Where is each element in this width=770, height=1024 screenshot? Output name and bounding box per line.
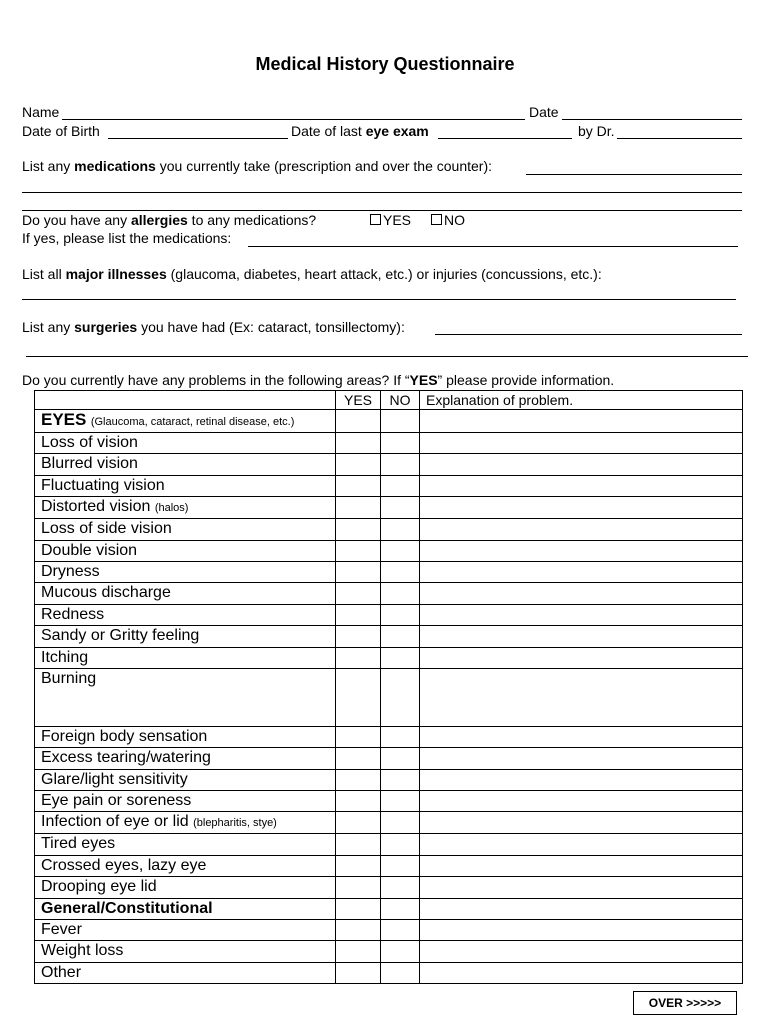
explanation-cell[interactable] (420, 877, 743, 898)
explanation-cell[interactable] (420, 475, 743, 496)
no-cell[interactable] (381, 748, 420, 769)
problem-label: Tired eyes (35, 834, 336, 855)
problem-label: Other (35, 962, 336, 983)
no-cell[interactable] (381, 410, 420, 433)
problem-label: Infection of eye or lid (blepharitis, stye) (35, 812, 336, 834)
no-cell[interactable] (381, 726, 420, 747)
explanation-cell[interactable] (420, 626, 743, 647)
explanation-cell[interactable] (420, 668, 743, 726)
table-row (35, 812, 743, 834)
table-row (35, 962, 743, 983)
explanation-cell[interactable] (420, 454, 743, 475)
last-exam-label: Date of last eye exam (291, 123, 429, 139)
no-cell[interactable] (381, 855, 420, 876)
explanation-cell[interactable] (420, 962, 743, 983)
col-explanation-header: Explanation of problem. (420, 391, 743, 410)
no-cell[interactable] (381, 647, 420, 668)
table-row (35, 604, 743, 625)
yes-cell[interactable] (336, 726, 381, 747)
no-cell[interactable] (381, 475, 420, 496)
table-row (35, 748, 743, 769)
allergies-list-field[interactable] (248, 246, 738, 247)
yes-cell[interactable] (336, 497, 381, 519)
explanation-cell[interactable] (420, 647, 743, 668)
problem-label: Distorted vision (halos) (35, 497, 336, 519)
explanation-cell[interactable] (420, 898, 743, 919)
illnesses-field[interactable] (22, 299, 736, 300)
table-row (35, 626, 743, 647)
problem-label: Excess tearing/watering (35, 748, 336, 769)
problem-label: General/Constitutional (35, 898, 336, 919)
problem-label: Glare/light sensitivity (35, 769, 336, 790)
no-cell[interactable] (381, 769, 420, 790)
explanation-cell[interactable] (420, 920, 743, 941)
explanation-cell[interactable] (420, 540, 743, 561)
allergies-question: Do you have any allergies to any medications? (22, 212, 317, 228)
problem-label: Fluctuating vision (35, 475, 336, 496)
explanation-cell[interactable] (420, 410, 743, 433)
table-row (35, 834, 743, 855)
yes-cell[interactable] (336, 454, 381, 475)
problem-label: Burning (35, 668, 336, 726)
dob-label: Date of Birth (22, 123, 100, 139)
yes-cell[interactable] (336, 877, 381, 898)
explanation-cell[interactable] (420, 433, 743, 454)
explanation-cell[interactable] (420, 561, 743, 582)
no-cell[interactable] (381, 941, 420, 962)
doctor-field[interactable] (617, 138, 742, 139)
yes-cell[interactable] (336, 668, 381, 726)
no-cell[interactable] (381, 540, 420, 561)
yes-cell[interactable] (336, 769, 381, 790)
problem-label: Sandy or Gritty feeling (35, 626, 336, 647)
page-title: Medical History Questionnaire (255, 54, 515, 74)
no-cell[interactable] (381, 668, 420, 726)
col-yes-header: YES (336, 391, 381, 410)
no-cell[interactable] (381, 583, 420, 604)
yes-cell[interactable] (336, 604, 381, 625)
no-cell[interactable] (381, 497, 420, 519)
header-blank (35, 391, 336, 410)
table-row (35, 561, 743, 582)
problems-table (34, 390, 743, 984)
allergies-no-option[interactable]: NO (427, 212, 465, 228)
medications-field-1[interactable] (526, 174, 742, 175)
date-field[interactable] (562, 119, 742, 120)
table-row (35, 454, 743, 475)
surgeries-field-2[interactable] (26, 356, 748, 357)
problem-label: Redness (35, 604, 336, 625)
problem-label: Crossed eyes, lazy eye (35, 855, 336, 876)
problem-label: Blurred vision (35, 454, 336, 475)
yes-cell[interactable] (336, 855, 381, 876)
last-exam-field[interactable] (438, 138, 572, 139)
medications-field-3[interactable] (22, 210, 742, 211)
table-row (35, 540, 743, 561)
surgeries-field-1[interactable] (435, 334, 742, 335)
problem-label: Mucous discharge (35, 583, 336, 604)
problem-label: Loss of side vision (35, 519, 336, 540)
yes-cell[interactable] (336, 812, 381, 834)
explanation-cell[interactable] (420, 519, 743, 540)
explanation-cell[interactable] (420, 604, 743, 625)
medications-field-2[interactable] (22, 192, 742, 193)
no-checkbox[interactable] (431, 214, 442, 225)
date-label: Date (529, 104, 559, 120)
explanation-cell[interactable] (420, 583, 743, 604)
no-cell[interactable] (381, 519, 420, 540)
explanation-cell[interactable] (420, 855, 743, 876)
explanation-cell[interactable] (420, 497, 743, 519)
table-row (35, 519, 743, 540)
yes-cell[interactable] (336, 540, 381, 561)
col-no-header: NO (381, 391, 420, 410)
dob-field[interactable] (108, 138, 288, 139)
table-row (35, 475, 743, 496)
problems-intro: Do you currently have any problems in the following areas? If “YES” please provide information. (22, 372, 615, 388)
yes-cell[interactable] (336, 748, 381, 769)
problem-label: Fever (35, 920, 336, 941)
yes-cell[interactable] (336, 647, 381, 668)
no-cell[interactable] (381, 604, 420, 625)
no-cell[interactable] (381, 812, 420, 834)
table-row (35, 726, 743, 747)
no-cell[interactable] (381, 834, 420, 855)
yes-cell[interactable] (336, 791, 381, 812)
problem-label: Foreign body sensation (35, 726, 336, 747)
yes-cell[interactable] (336, 561, 381, 582)
table-row (35, 941, 743, 962)
yes-cell[interactable] (336, 519, 381, 540)
no-cell[interactable] (381, 791, 420, 812)
no-cell[interactable] (381, 561, 420, 582)
table-row (35, 920, 743, 941)
problem-label: Itching (35, 647, 336, 668)
name-label: Name (22, 104, 60, 120)
allergies-yes-option[interactable]: YES (366, 212, 411, 228)
no-cell[interactable] (381, 920, 420, 941)
no-cell[interactable] (381, 962, 420, 983)
over-label: OVER >>>>> (633, 991, 737, 1015)
no-cell[interactable] (381, 877, 420, 898)
yes-cell[interactable] (336, 898, 381, 919)
eyes-heading-row (35, 410, 743, 433)
eyes-heading: EYES (Glaucoma, cataract, retinal disease, etc.) (35, 410, 336, 433)
surgeries-question: List any surgeries you have had (Ex: cataract, tonsillectomy): (22, 319, 405, 335)
illnesses-question: List all major illnesses (glaucoma, diabetes, heart attack, etc.) or injuries (concussions, etc.): (22, 266, 602, 282)
medications-question: List any medications you currently take (prescription and over the counter): (22, 158, 493, 174)
allergies-list-label: If yes, please list the medications: (22, 230, 232, 246)
yes-cell[interactable] (336, 962, 381, 983)
table-row (35, 433, 743, 454)
problem-label: Double vision (35, 540, 336, 561)
explanation-cell[interactable] (420, 834, 743, 855)
table-row (35, 877, 743, 898)
yes-cell[interactable] (336, 410, 381, 433)
problem-label: Eye pain or soreness (35, 791, 336, 812)
table-header (35, 391, 743, 410)
no-cell[interactable] (381, 454, 420, 475)
table-row (35, 583, 743, 604)
explanation-cell[interactable] (420, 941, 743, 962)
table-row (35, 647, 743, 668)
explanation-cell[interactable] (420, 769, 743, 790)
by-dr-label: by Dr. (578, 123, 615, 139)
yes-cell[interactable] (336, 583, 381, 604)
explanation-cell[interactable] (420, 726, 743, 747)
table-row (35, 791, 743, 812)
no-cell[interactable] (381, 898, 420, 919)
explanation-cell[interactable] (420, 748, 743, 769)
yes-cell[interactable] (336, 433, 381, 454)
no-cell[interactable] (381, 433, 420, 454)
name-field[interactable] (62, 119, 525, 120)
no-cell[interactable] (381, 626, 420, 647)
table-row (35, 769, 743, 790)
yes-cell[interactable] (336, 920, 381, 941)
table-row (35, 668, 743, 726)
yes-cell[interactable] (336, 834, 381, 855)
table-row (35, 855, 743, 876)
explanation-cell[interactable] (420, 791, 743, 812)
yes-checkbox[interactable] (370, 214, 381, 225)
table-row (35, 898, 743, 919)
explanation-cell[interactable] (420, 812, 743, 834)
problem-label: Drooping eye lid (35, 877, 336, 898)
problem-label: Dryness (35, 561, 336, 582)
problem-label: Weight loss (35, 941, 336, 962)
problem-label: Loss of vision (35, 433, 336, 454)
yes-cell[interactable] (336, 626, 381, 647)
table-row (35, 497, 743, 519)
yes-cell[interactable] (336, 941, 381, 962)
yes-cell[interactable] (336, 475, 381, 496)
